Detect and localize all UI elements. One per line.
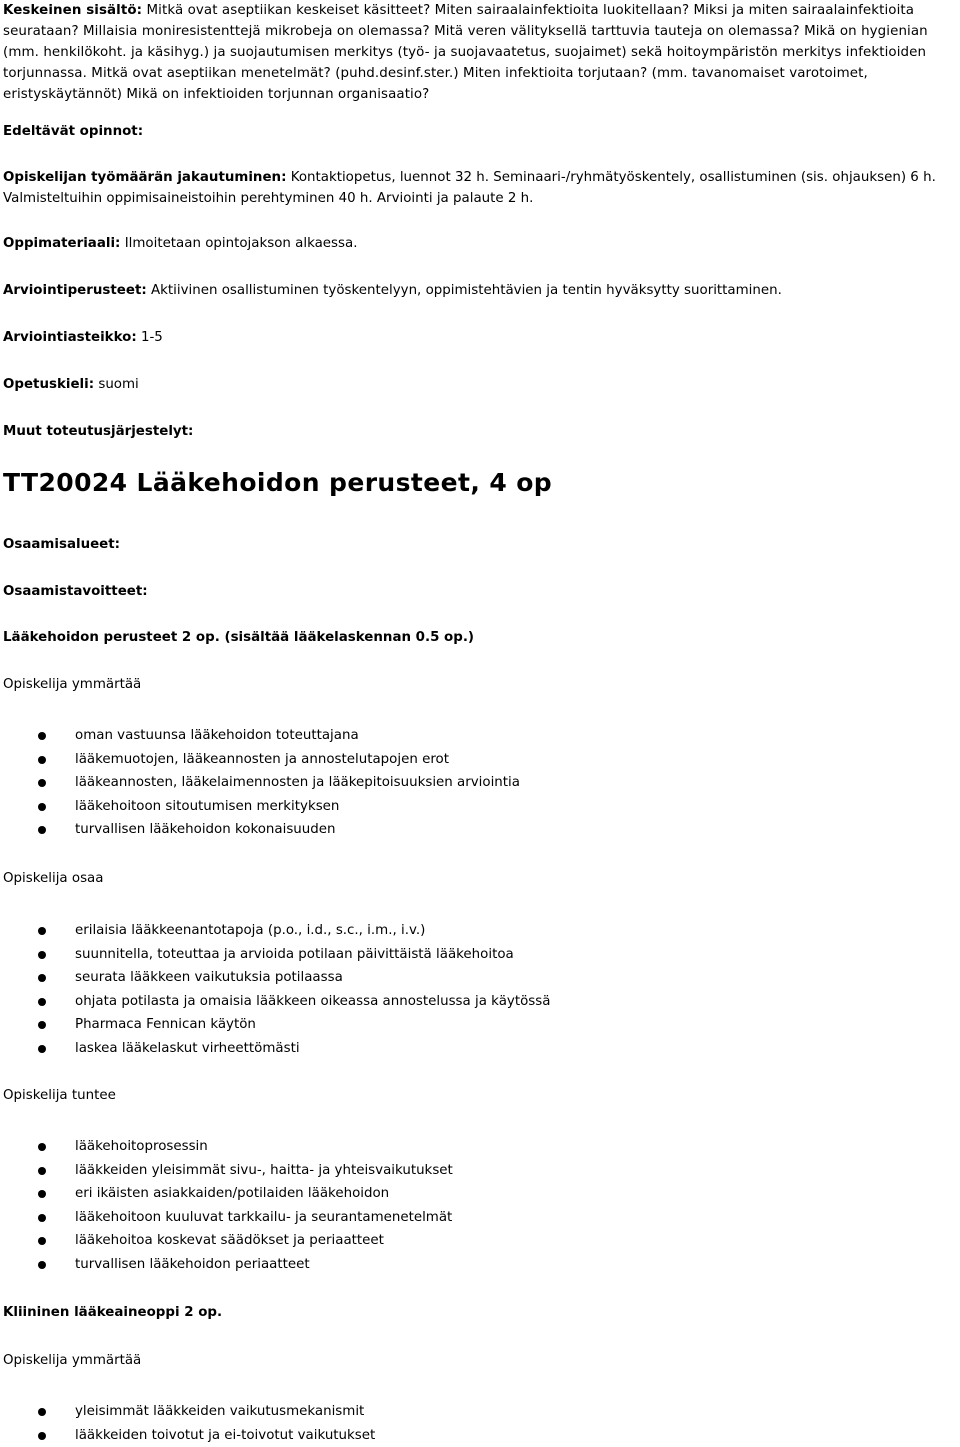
core-content-paragraph [3,0,954,105]
list-item: laskea lääkelaskut virheettömästi [3,1037,550,1061]
list-item: lääkemuotojen, lääkeannosten ja annostelutapojen erot [3,748,520,772]
language-text: suomi [98,377,138,392]
section2-understands-label: Opiskelija ymmärtää [3,1350,954,1371]
list-item: Pharmaca Fennican käytön [3,1013,550,1037]
list-item: ohjata potilasta ja omaisia lääkkeen oikeassa annostelussa ja käytössä [3,990,550,1014]
list-item: suunnitella, toteuttaa ja arvioida potilaan päivittäistä lääkehoitoa [3,943,550,967]
scale-label: Arviointiasteikko: [3,330,137,345]
list-item: turvallisen lääkehoidon kokonaisuuden [3,818,520,842]
materials-text: Ilmoitetaan opintojakson alkaessa. [125,236,358,251]
materials-label: Oppimateriaali: [3,236,120,251]
criteria-paragraph [3,280,954,301]
section1-can-list [3,919,550,1060]
workload-text: Kontaktiopetus, luennot 32 h. Seminaari-/ryhmätyöskentely, osallistuminen (sis. ohjauksen) 6 h. Valmisteltuihin oppimisaineistoihin perehtyminen 40 h. Arviointi ja palaute 2 h. [3,170,936,206]
list-item: lääkehoitoon kuuluvat tarkkailu- ja seurantamenetelmät [3,1206,453,1230]
other-arrangements-label: Muut toteutusjärjestelyt: [3,424,193,439]
section2-understands-list [3,1400,375,1447]
materials-paragraph [3,233,954,254]
competence-areas-heading [3,534,954,555]
prerequisites-heading [3,121,954,142]
list-item: yleisimmät lääkkeiden vaikutusmekanismit [3,1400,375,1424]
section1-knows-label: Opiskelija tuntee [3,1085,954,1106]
list-item: lääkehoitoa koskevat säädökset ja periaatteet [3,1229,453,1253]
competence-areas-label: Osaamisalueet: [3,537,120,552]
list-item: lääkehoitoprosessin [3,1135,453,1159]
core-content-label: Keskeinen sisältö: [3,3,142,18]
criteria-label: Arviointiperusteet: [3,283,147,298]
section1-can-label: Opiskelija osaa [3,868,954,889]
list-item: lääkkeiden yleisimmät sivu-, haitta- ja yhteisvaikutukset [3,1159,453,1183]
section1-title-text: Lääkehoidon perusteet 2 op. (sisältää lääkelaskennan 0.5 op.) [3,630,474,645]
criteria-text: Aktiivinen osallistuminen työskentelyyn, oppimistehtävien ja tentin hyväksytty suorittaminen. [151,283,782,298]
list-item: lääkkeiden toivotut ja ei-toivotut vaikutukset [3,1424,375,1447]
language-label: Opetuskieli: [3,377,94,392]
workload-paragraph [3,167,954,209]
list-item: erilaisia lääkkeenantotapoja (p.o., i.d., s.c., i.m., i.v.) [3,919,550,943]
core-content-text: Mitkä ovat aseptiikan keskeiset käsitteet? Miten sairaalainfektioita luokitellaan? Miksi ja miten sairaalainfektioita seurataan? Millaisia moniresistenttejä mikrobeja on olemassa? Mitä veren välityksellä tarttuvia tauteja on olemassa? Mikä on hygienian (mm. henkilökoht. ja käsihyg.) ja suojautumisen merkitys (työ- ja suojavaatetus, suojaimet) sekä hoitoympäristön merkitys infektioiden torjunnassa. Mitkä ovat aseptiikan menetelmät? (puhd.desinf.ster.) Miten infektioita torjutaan? (mm. tavanomaiset varotoimet, eristyskäytännöt) Mikä on infektioiden torjunnan organisaatio? [3,3,928,102]
section1-understands-label: Opiskelija ymmärtää [3,674,954,695]
list-item: lääkeannosten, lääkelaimennosten ja lääkepitoisuuksien arviointia [3,771,520,795]
list-item: eri ikäisten asiakkaiden/potilaiden lääkehoidon [3,1182,453,1206]
course-title: TT20024 Lääkehoidon perusteet, 4 op [3,468,552,497]
list-item: lääkehoitoon sitoutumisen merkityksen [3,795,520,819]
learning-goals-label: Osaamistavoitteet: [3,584,148,599]
prerequisites-label: Edeltävät opinnot: [3,124,143,139]
list-item: seurata lääkkeen vaikutuksia potilaassa [3,966,550,990]
workload-label: Opiskelijan työmäärän jakautuminen: [3,170,286,185]
scale-paragraph [3,327,954,348]
section2-title [3,1302,954,1323]
section1-title [3,627,954,648]
section1-understands-list [3,724,520,842]
section2-title-text: Kliininen lääkeaineoppi 2 op. [3,1305,222,1320]
language-paragraph [3,374,954,395]
list-item: turvallisen lääkehoidon periaatteet [3,1253,453,1277]
learning-goals-heading [3,581,954,602]
other-arrangements-heading [3,421,954,442]
section1-knows-list [3,1135,453,1276]
scale-text: 1-5 [141,330,163,345]
list-item: oman vastuunsa lääkehoidon toteuttajana [3,724,520,748]
